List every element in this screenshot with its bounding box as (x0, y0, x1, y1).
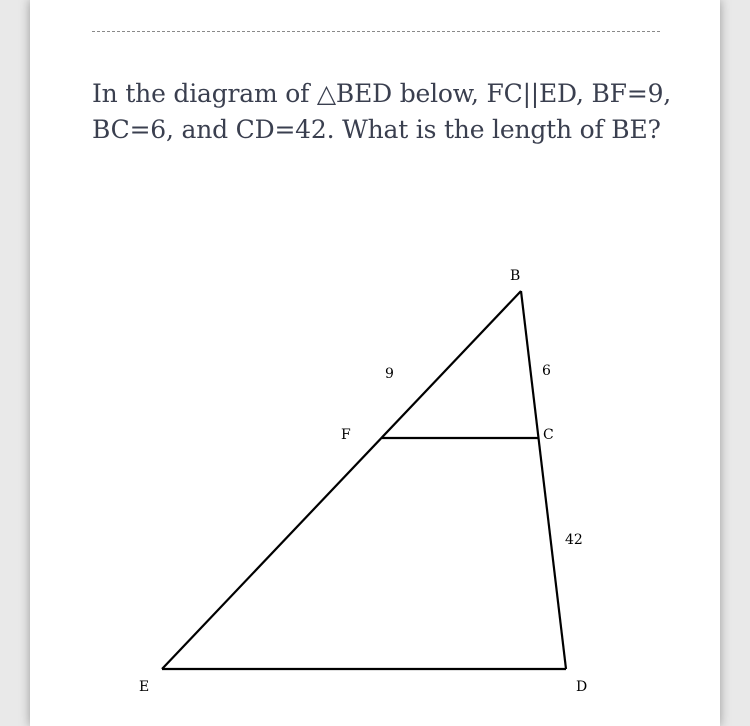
side-be (162, 291, 521, 669)
vertex-label-f: F (341, 427, 351, 443)
length-label-bf: 9 (385, 366, 394, 382)
length-label-cd: 42 (565, 532, 583, 548)
length-label-bc: 6 (542, 363, 551, 379)
side-bd (521, 291, 566, 669)
vertex-label-d: D (576, 679, 588, 695)
vertex-label-b: B (510, 268, 521, 284)
vertex-label-e: E (139, 679, 150, 695)
vertex-label-c: C (543, 427, 554, 443)
question-text: In the diagram of △BED below, FC||ED, BF=9, BC=6, and CD=42. What is the length of BE? (92, 79, 672, 144)
